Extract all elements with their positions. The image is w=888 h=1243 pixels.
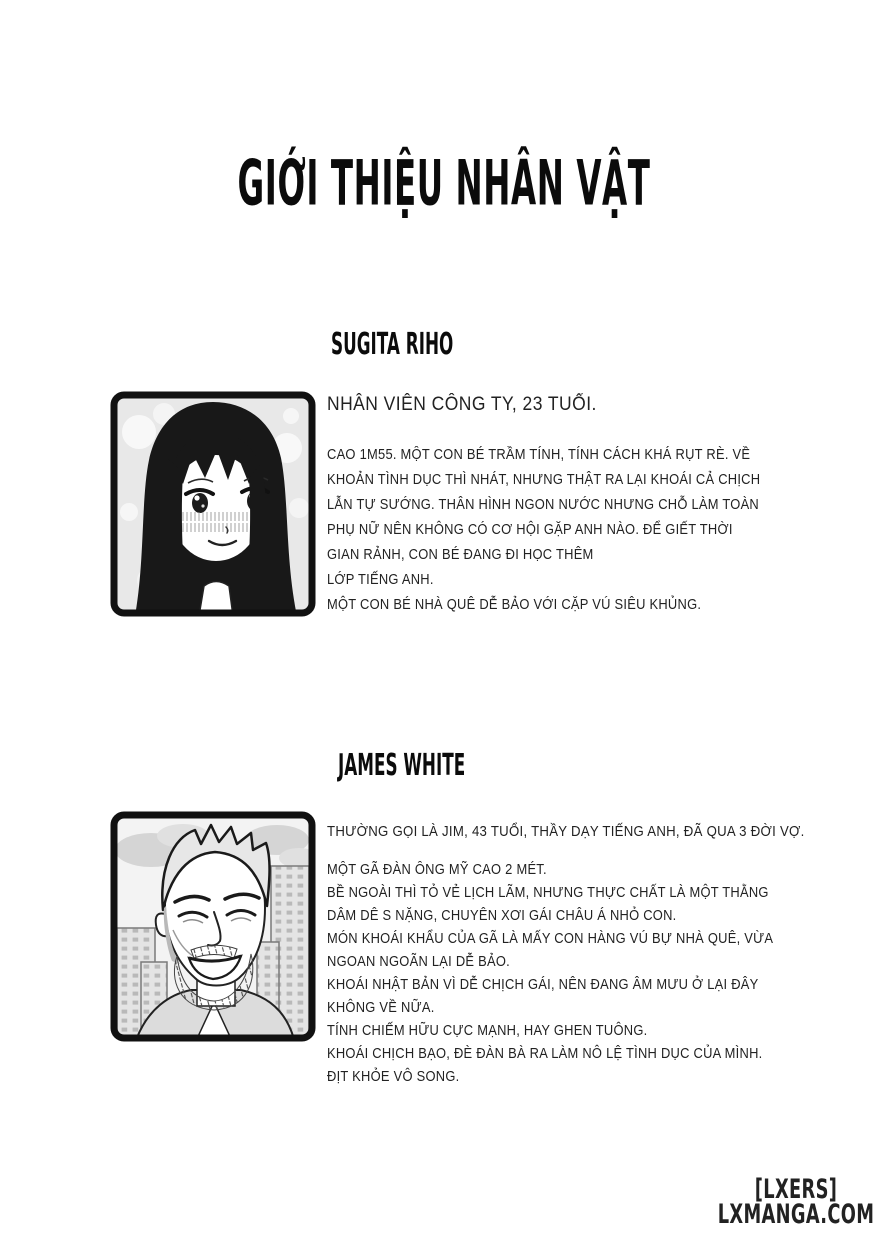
text-line: TÍNH CHIẾM HỮU CỰC MẠNH, HAY GHEN TUÔNG.: [327, 1022, 648, 1039]
character-description: [327, 858, 773, 1088]
text-line: ĐỊT KHỎE VÔ SONG.: [327, 1068, 460, 1085]
girl-portrait-art: [109, 390, 317, 618]
character-description: [327, 442, 760, 617]
text-line: MỘT CON BÉ NHÀ QUÊ DỄ BẢO VỚI CẶP VÚ SIÊU KHỦNG.: [327, 596, 702, 613]
watermark: [717, 1174, 874, 1230]
text-line: DÂM DÊ S NẶNG, CHUYÊN XƠI GÁI CHÂU Á NHỎ CON.: [327, 907, 677, 924]
text-line: CAO 1M55. MỘT CON BÉ TRẦM TÍNH, TÍNH CÁCH KHÁ RỤT RÈ. VỀ: [327, 446, 751, 463]
text-line: LỚP TIẾNG ANH.: [327, 571, 434, 588]
text-line: KHOÁI NHẬT BẢN VÌ DỄ CHỊCH GÁI, NÊN ĐANG ÂM MƯU Ở LẠI ĐÂY: [327, 976, 759, 993]
character-subtitle: NHÂN VIÊN CÔNG TY, 23 TUỔI.: [327, 394, 597, 415]
text-line: MỘT GÃ ĐÀN ÔNG MỸ CAO 2 MÉT.: [327, 861, 547, 878]
text-line: MÓN KHOÁI KHẨU CỦA GÃ LÀ MẤY CON HÀNG VÚ BỰ NHÀ QUÊ, VỪA: [327, 930, 774, 947]
text-line: KHÔNG VỀ NỮA.: [327, 999, 435, 1016]
page-title: GIỚI THIỆU NHÂN VẬT: [237, 146, 651, 220]
text-line: KHOÁI CHỊCH BẠO, ĐÈ ĐÀN BÀ RA LÀM NÔ LỆ TÌNH DỤC CỦA MÌNH.: [327, 1045, 763, 1062]
character-subtitle: THƯỜNG GỌI LÀ JIM, 43 TUỔI, THẦY DẠY TIẾNG ANH, ĐÃ QUA 3 ĐỜI VỢ.: [327, 823, 805, 840]
character-name: JAMES WHITE: [338, 748, 466, 783]
portrait-bearded-man-icon: [109, 810, 317, 1043]
watermark-site-name: LXMANGA.COM: [717, 1199, 874, 1230]
portrait-young-woman-icon: [109, 390, 317, 618]
manga-girl-illustration: [109, 390, 317, 618]
text-line: BỀ NGOÀI THÌ TỎ VẺ LỊCH LÃM, NHƯNG THỰC CHẤT LÀ MỘT THẰNG: [327, 884, 769, 901]
text-line: PHỤ NỮ NÊN KHÔNG CÓ CƠ HỘI GẶP ANH NÀO. ĐỂ GIẾT THỜI: [327, 521, 733, 538]
manga-man-illustration: [109, 810, 317, 1043]
character-name: SUGITA RIHO: [331, 327, 454, 362]
man-portrait-art: [109, 810, 317, 1043]
text-line: NGOAN NGOÃN LẠI DỄ BẢO.: [327, 953, 510, 970]
text-line: KHOẢN TÌNH DỤC THÌ NHÁT, NHƯNG THẬT RA LẠI KHOÁI CẢ CHỊCH: [327, 471, 761, 488]
watermark-group-tag: [LXERS]: [754, 1174, 837, 1205]
text-line: LẪN TỰ SƯỚNG. THÂN HÌNH NGON NƯỚC NHƯNG CHỖ LÀM TOÀN: [327, 496, 760, 513]
text-line: GIAN RẢNH, CON BÉ ĐANG ĐI HỌC THÊM: [327, 546, 594, 563]
